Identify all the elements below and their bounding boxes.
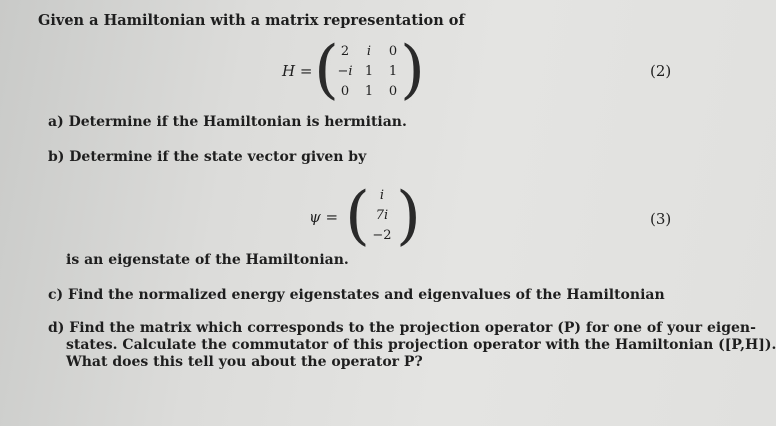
eigenstate-text: is an eigenstate of the Hamiltonian. — [66, 252, 349, 268]
matrix-cell: 0 — [340, 84, 350, 99]
equation-number-3: (3) — [650, 210, 672, 228]
matrix-cell: 1 — [364, 64, 374, 79]
part-d-line-1: d) Find the matrix which corresponds to the projection operator (P) for one of your eigen- — [48, 320, 756, 336]
part-a-text: a) Determine if the Hamiltonian is hermitian. — [48, 114, 407, 130]
matrix-cell: 1 — [388, 64, 398, 79]
equation-number-2: (2) — [650, 62, 672, 80]
right-paren: ) — [396, 179, 421, 253]
vector-cell: i — [379, 188, 385, 203]
state-vector-lhs: ψ = — [309, 208, 339, 226]
right-paren: ) — [400, 33, 425, 107]
part-d-line-2: states. Calculate the commutator of this projection operator with the Hamiltonian ([P,H]). — [66, 337, 776, 353]
matrix-cell: 2 — [340, 44, 350, 59]
matrix-cell: 0 — [388, 44, 398, 59]
left-paren: ( — [345, 179, 370, 253]
left-paren: ( — [314, 33, 339, 107]
hamiltonian-lhs: H = — [282, 62, 313, 80]
vector-cell: 7i — [375, 208, 389, 223]
part-b-text: b) Determine if the state vector given by — [48, 149, 367, 165]
matrix-cell: −i — [337, 64, 353, 79]
vector-cell: −2 — [372, 228, 392, 243]
part-c-text: c) Find the normalized energy eigenstates and eigenvalues of the Hamiltonian — [48, 287, 665, 303]
matrix-cell: 0 — [388, 84, 398, 99]
intro-text: Given a Hamiltonian with a matrix representation of — [38, 12, 465, 29]
part-d-line-3: What does this tell you about the operator P? — [66, 354, 423, 370]
matrix-cell: 1 — [364, 84, 374, 99]
matrix-cell: i — [366, 44, 372, 59]
